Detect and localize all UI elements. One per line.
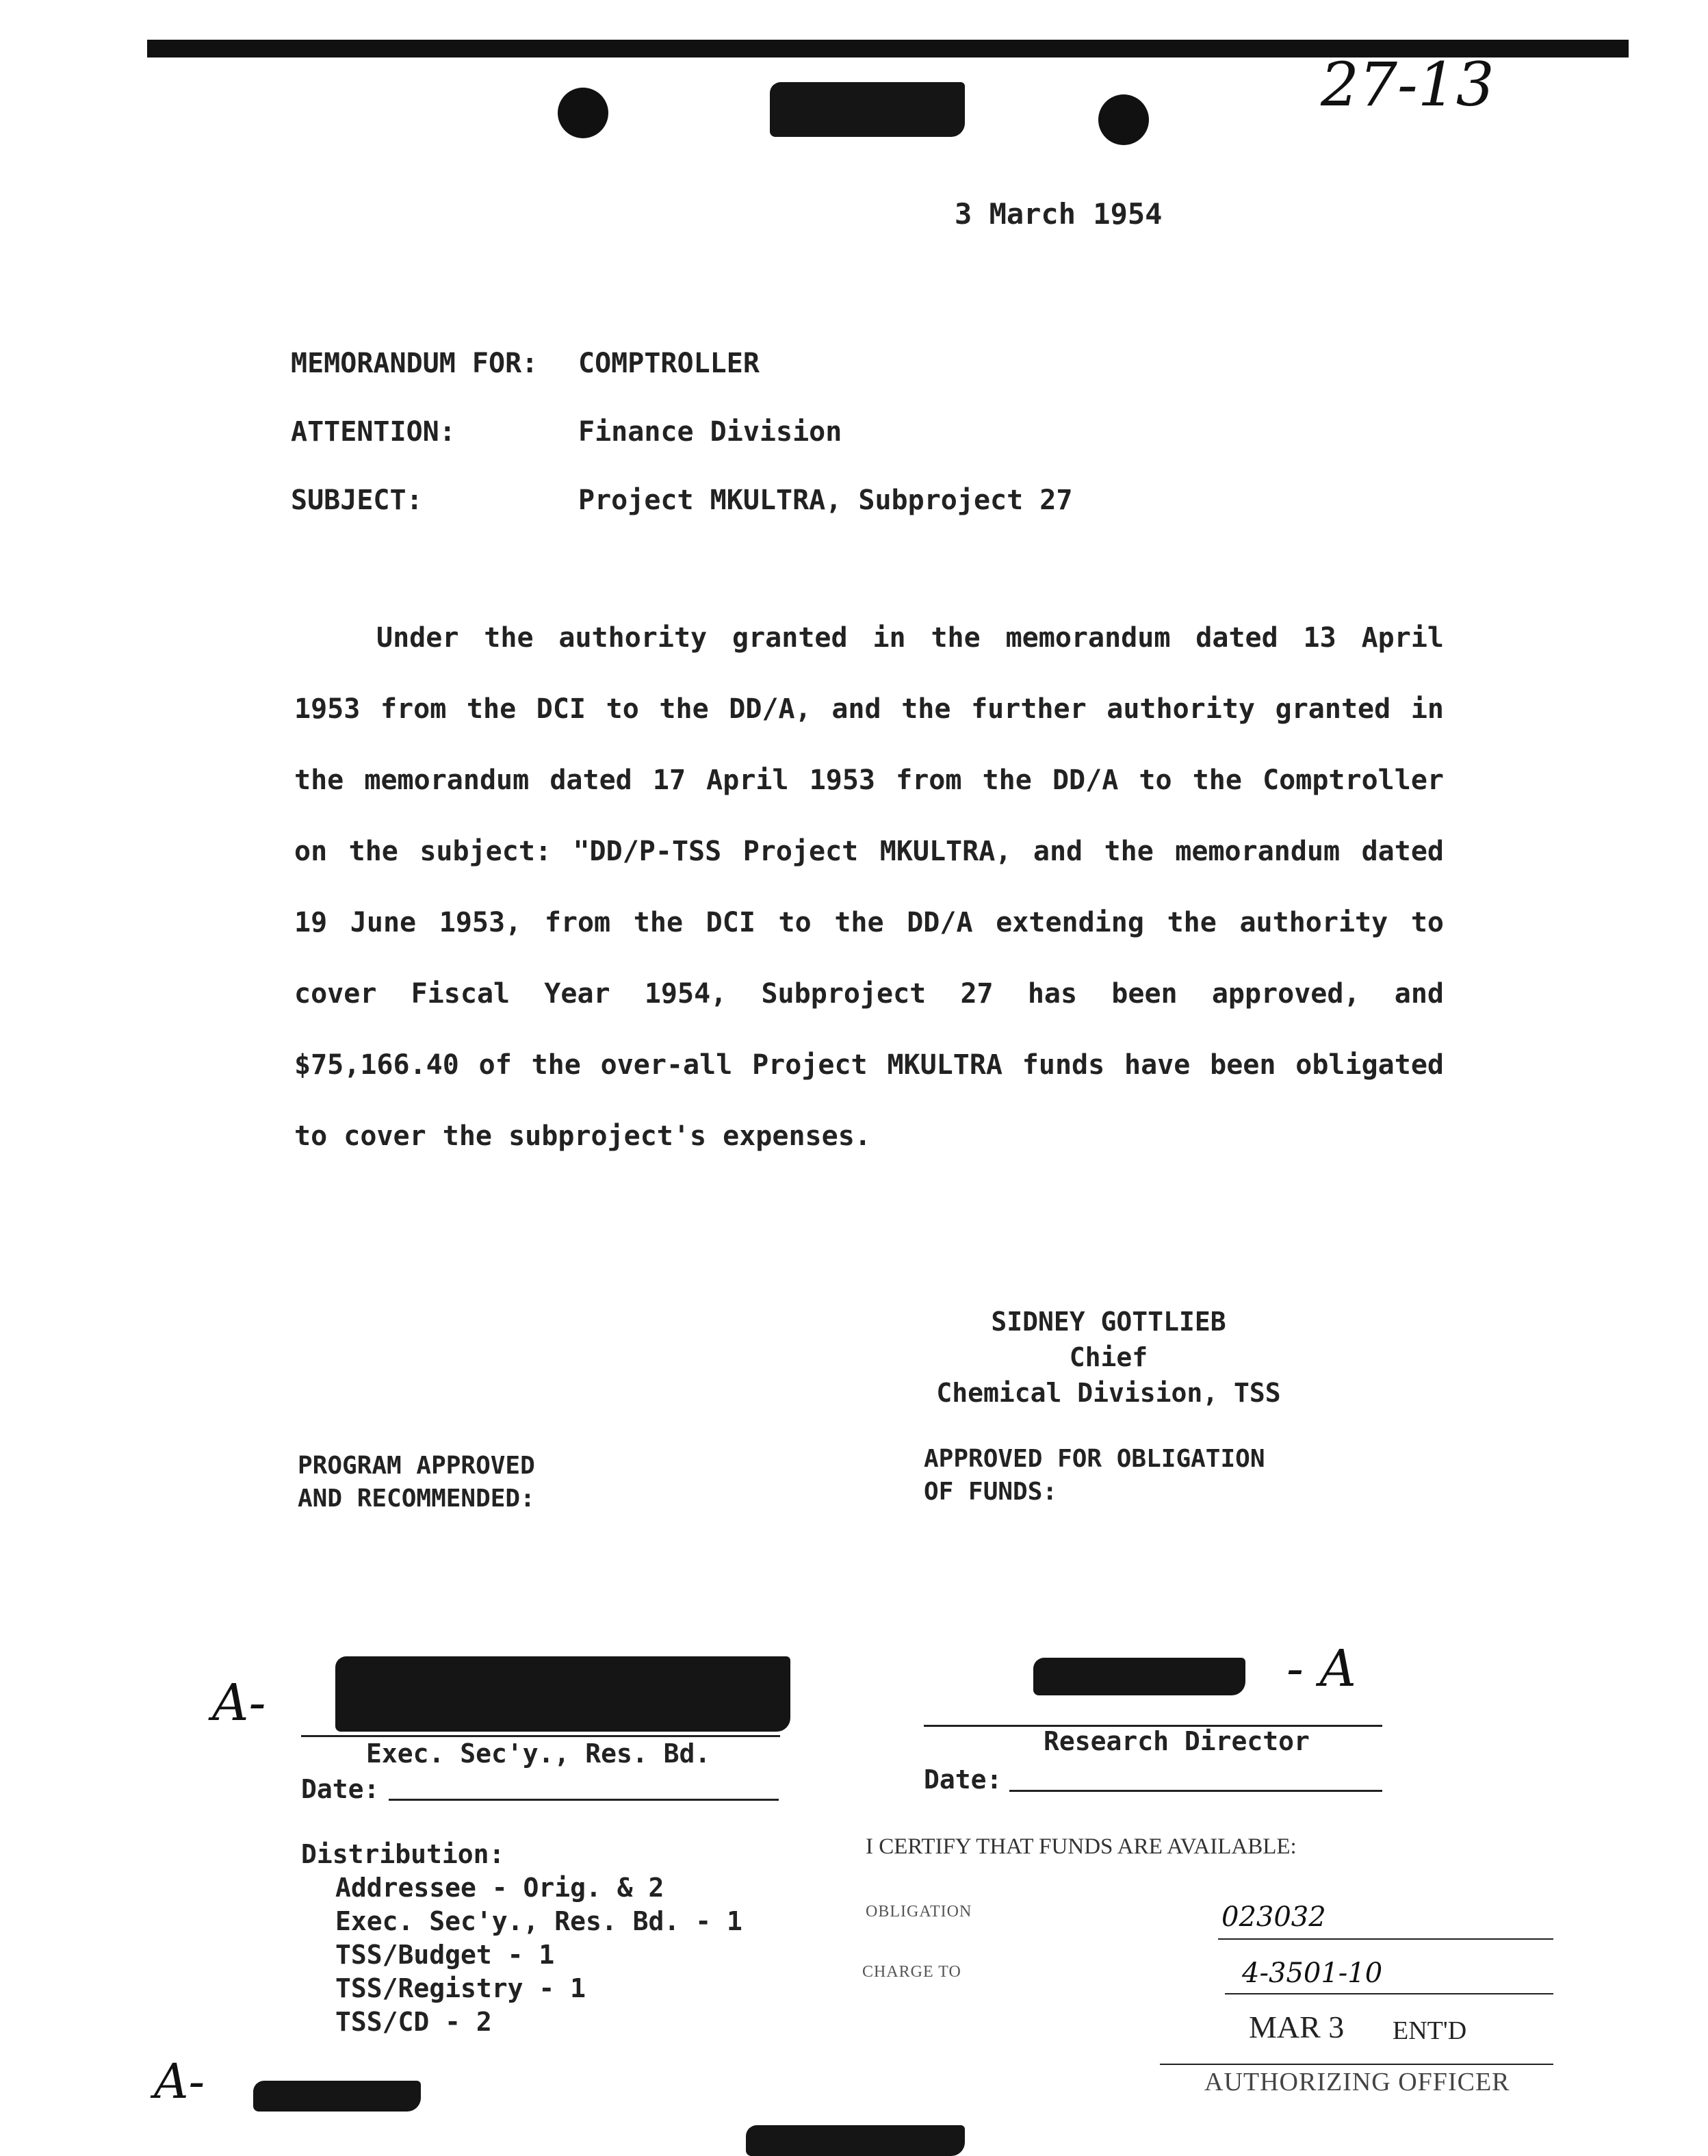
obligation-number: 023032 [1221,1901,1326,1933]
memo-for-value: COMPTROLLER [578,348,760,379]
redaction-right-signature [1033,1658,1245,1695]
certification-statement: I CERTIFY THAT FUNDS ARE AVAILABLE: [866,1834,1297,1859]
officer-line [1160,2064,1553,2065]
distribution-item: Exec. Sec'y., Res. Bd. - 1 [335,1906,742,1936]
punch-hole-right [1098,94,1149,145]
signer-title: Chief [1069,1342,1148,1372]
signature-block [910,1304,1307,1411]
distribution-item: TSS/Registry - 1 [335,1973,586,2003]
subject-row [291,485,1072,516]
signer-name: SIDNEY GOTTLIEB [991,1307,1226,1337]
charge-to-label: CHARGE TO [862,1963,961,1981]
left-signature-title: Exec. Sec'y., Res. Bd. [366,1738,711,1769]
right-date-line [1009,1790,1382,1792]
charge-to-number: 4-3501-10 [1242,1958,1383,1989]
stamp-date: MAR 3 [1249,2010,1345,2044]
obligation-line [1218,1938,1553,1940]
program-approved-line-1: PROGRAM APPROVED [298,1452,535,1480]
charge-to-line [1225,1993,1553,1994]
distribution-list [301,1838,742,2039]
redaction-footer-left [253,2081,421,2112]
memo-date: 3 March 1954 [955,197,1163,231]
left-mark: A- [212,1673,266,1732]
right-signature-title: Research Director [1044,1726,1310,1756]
obligation-approved-line-2: OF FUNDS: [924,1478,1058,1506]
left-date-line [389,1799,779,1801]
memo-for-row [291,348,760,379]
obligation-approved-line-1: APPROVED FOR OBLIGATION [924,1445,1265,1473]
signer-division: Chemical Division, TSS [936,1378,1281,1408]
authorizing-officer-label: AUTHORIZING OFFICER [1204,2068,1510,2096]
memo-for-label: MEMORANDUM FOR: [291,348,539,379]
left-signature-line [301,1735,780,1737]
attention-label: ATTENTION: [291,416,456,448]
program-approved-label [298,1450,535,1515]
distribution-item: TSS/CD - 2 [335,2007,492,2037]
subject-label: SUBJECT: [291,485,423,516]
obligation-approved-label [924,1443,1265,1509]
stamp-note: ENT'D [1393,2016,1467,2045]
right-mark: - A [1286,1639,1356,1698]
distribution-item: Addressee - Orig. & 2 [335,1873,664,1903]
attention-value: Finance Division [578,416,842,448]
right-date-label: Date: [924,1764,1002,1795]
subject-value: Project MKULTRA, Subproject 27 [578,485,1073,516]
program-approved-line-2: AND RECOMMENDED: [298,1485,535,1513]
attention-row [291,416,842,448]
distribution-item: TSS/Budget - 1 [335,1940,555,1970]
redaction-top [770,82,965,137]
redaction-left-signature [335,1656,790,1732]
left-date-label: Date: [301,1774,380,1804]
footer-mark: A- [154,2053,205,2109]
distribution-title: Distribution: [301,1839,505,1869]
file-reference: 27-13 [1321,49,1494,120]
memo-body [294,602,1444,1172]
obligation-label: OBLIGATION [866,1903,972,1921]
memo-paragraph: Under the authority granted in the memorandum dated 13 April 1953 from the DCI to the DD/A, and the further authority granted in the memorandum dated 17 April 1953 from the DD/A to the Comptroller on the subject: "DD/P-TSS Project MKULTRA, and the memorandum dated 19 June 1953, from the DCI to the DD/A extending the authority to cover Fiscal Year 1954, Subproject 27 has been approved, and $75,166.40 of the over-all Project MKULTRA funds have been obligated to cover the subproject's expenses. [294,622,1444,1152]
punch-hole-left [558,88,608,138]
redaction-footer-bottom [746,2125,965,2156]
